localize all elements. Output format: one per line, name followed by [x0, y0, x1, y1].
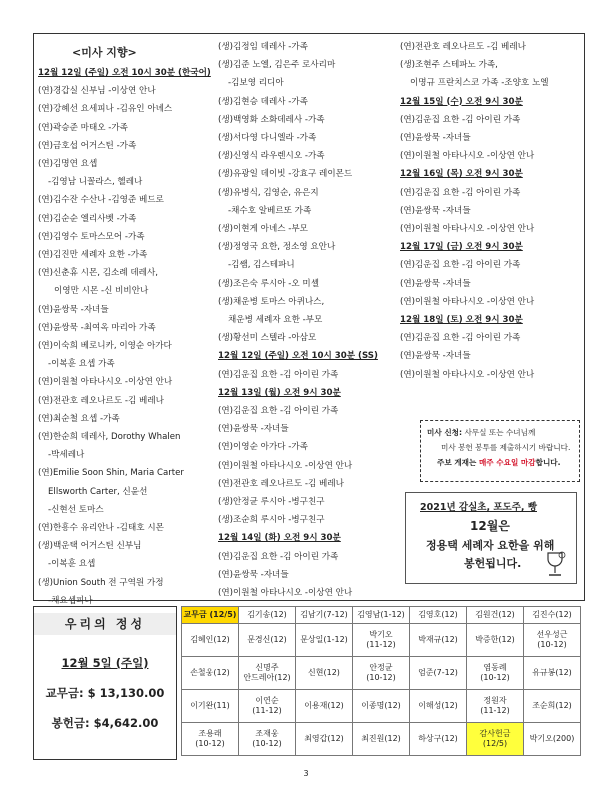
- intention-line: (연)최순철 요셉 -가족: [38, 413, 120, 424]
- notice-line-1: 미사 신청: 사무실 또는 수녀님께: [427, 428, 536, 437]
- donor-cell: 이종명(12): [353, 690, 410, 723]
- mass-date-heading: 12월 12일 (주일) 오전 10시 30분 (한국어): [38, 68, 211, 78]
- intention-line: (연)윤쌍묵 -자녀들: [400, 351, 471, 362]
- intention-line: (연)김명연 요셉: [38, 159, 98, 170]
- grid-row: [182, 690, 581, 723]
- donor-cell: 박증한(12): [467, 624, 524, 657]
- intention-line: (생)신영식 라우렌시오 -가족: [218, 151, 325, 162]
- altar-offering-donor: 정용택 세례자 요한을 위해: [426, 539, 555, 552]
- intention-line: 이명규 프란치스코 가족 -조양호 노엘: [410, 78, 549, 89]
- intention-line: (연)김순순 엘리사벳 -가족: [38, 213, 137, 224]
- intention-line: (연)윤쌍묵 -자녀들: [400, 133, 471, 144]
- donor-cell: 문상일(1-12): [296, 624, 353, 657]
- intention-line: (연)전관호 레오나르도 -김 베레나: [218, 478, 344, 489]
- intention-line: (연)경갑실 신부님 -이상연 안나: [38, 86, 156, 97]
- altar-offering-title: 2021년 감실초, 포도주, 빵: [420, 502, 537, 513]
- donor-cell: 하상구(12): [410, 723, 467, 756]
- notice-line-3: 주보 게재는 매주 수요일 마감합니다.: [437, 458, 561, 467]
- intention-line: (연)전관호 레오나르도 -김 베레나: [400, 42, 526, 52]
- intentions-column-1: [38, 38, 214, 610]
- intention-line: (연)한순희 데레사, Dorothy Whalen: [38, 432, 181, 443]
- donor-cell: 조용래 (10-12): [182, 723, 239, 756]
- intentions-column-3: [400, 38, 582, 384]
- intention-line: (생)이현게 아녜스 -부모: [218, 224, 308, 235]
- donor-cell: 신현(12): [296, 657, 353, 690]
- intention-line: -박세레나: [48, 450, 85, 461]
- intention-line: 이영만 시몬 -신 비비안나: [54, 286, 149, 297]
- altar-offering-suffix: 봉헌됩니다.: [464, 557, 522, 570]
- mass-date-heading: 12월 14일 (화) 오전 9시 30분: [218, 533, 341, 544]
- donor-cell: 김남기(7-12): [296, 607, 353, 624]
- intention-line: (연)이원철 아타나시오 -이상연 안나: [218, 460, 353, 471]
- donor-cell: 이용재(12): [296, 690, 353, 723]
- intention-line: (연)전관호 레오나르도 -김 베레나: [38, 395, 164, 406]
- intention-line: (연)신춘휴 시몬, 김소례 데레사,: [38, 268, 158, 279]
- intention-line: (연)윤쌍묵 -자녀들: [218, 424, 289, 435]
- intention-line: Ellsworth Carter, 신윤선: [48, 486, 148, 497]
- donor-cell: 이해성(12): [410, 690, 467, 723]
- intention-line: (연)이원철 아타나시오 -이상연 안나: [218, 588, 353, 599]
- intention-line: -이복훈 요셉 가족: [48, 359, 115, 370]
- intention-line: (연)이원철 아타나시오 -이상연 안나: [38, 377, 173, 388]
- altar-offering-box: [405, 492, 577, 584]
- intention-line: (연)김운집 요한 -김 아이린 가족: [400, 260, 521, 271]
- donor-cell: 최영갑(12): [296, 723, 353, 756]
- donor-cell: 감사헌금 (12/5): [467, 723, 524, 756]
- donor-cell: 박기오(200): [524, 723, 581, 756]
- intention-line: -채요셉피나: [48, 595, 93, 606]
- intention-line: (연)윤쌍묵 -자녀들: [38, 304, 109, 315]
- donor-cell: 김혜인(12): [182, 624, 239, 657]
- donor-cell: 교무금 (12/5): [182, 607, 239, 624]
- intention-line: (생)안정균 루시아 -병구친구: [218, 497, 325, 508]
- intention-line: (생)조현주 스테파노 가족,: [400, 60, 498, 71]
- donor-cell: 문경신(12): [239, 624, 296, 657]
- donor-cell: 손철웅(12): [182, 657, 239, 690]
- intention-line: (연)한흥수 유리안나 -김태호 시몬: [38, 523, 164, 534]
- intention-line: (생)서다영 다니엘라 -가족: [218, 133, 317, 144]
- donor-cell: 김영남(1-12): [353, 607, 410, 624]
- donor-cell: 최진원(12): [353, 723, 410, 756]
- intention-line: (생)채운병 토마스 아퀴나스,: [218, 296, 325, 307]
- intention-line: (연)김운집 요한 -김 아이린 가족: [400, 333, 521, 344]
- intention-line: (생)백영화 소화데레사 -가족: [218, 114, 325, 125]
- donor-cell: 김원건(12): [467, 607, 524, 624]
- offering-weekly: 교무금: $ 13,130.00: [45, 686, 165, 700]
- offering-date: 12월 5일 (주일): [61, 656, 149, 670]
- notice-line-2: 미사 봉헌 봉투를 제출하시기 바랍니다.: [441, 443, 571, 452]
- intention-line: -채수호 알베르또 가족: [228, 205, 312, 216]
- grid-row: [182, 723, 581, 756]
- donor-cell: 신명주 안드레아(12): [239, 657, 296, 690]
- page-title: <미사 지향>: [72, 46, 137, 59]
- intention-line: (생)Union South 전 구역원 가정: [38, 577, 164, 588]
- intention-line: (연)김운집 요한 -김 아이린 가족: [400, 187, 521, 198]
- donor-cell: 이기완(11): [182, 690, 239, 723]
- intention-line: (연)김운집 요한 -김 아이린 가족: [400, 114, 521, 125]
- intention-line: (연)김운집 요한 -김 아이린 가족: [218, 551, 339, 562]
- intention-line: (연)이숙희 베로니카, 이영순 아가다: [38, 341, 172, 352]
- intention-line: (연)김운집 요한 -김 아이린 가족: [218, 406, 339, 417]
- donor-cell: 박재규(12): [410, 624, 467, 657]
- offering-summary: [33, 606, 177, 760]
- grid-row: [182, 607, 581, 624]
- intention-line: (연)윤쌍묵 -자녀들: [400, 278, 471, 289]
- intention-line: (생)김준 노엘, 김은주 로사리마: [218, 60, 336, 71]
- mass-date-heading: 12월 17일 (금) 오전 9시 30분: [400, 242, 523, 253]
- intention-line: -김보영 리디아: [228, 78, 284, 89]
- intention-line: (생)정영국 요한, 정소영 요안나: [218, 242, 336, 253]
- intention-line: (연)곽승준 마태오 -가족: [38, 122, 128, 133]
- intention-line: (생)황선미 스텔라 -아삼모: [218, 333, 317, 344]
- intention-line: -이복훈 요셉: [48, 559, 96, 570]
- intention-line: (생)유병식, 김영순, 유은지: [218, 187, 319, 198]
- intention-line: (연)김수잔 수산나 -김영준 베드로: [38, 195, 164, 206]
- intention-line: -김영남 니꼴라스, 헬레나: [48, 177, 143, 188]
- donor-cell: 안정균 (10-12): [353, 657, 410, 690]
- intention-line: (연)김진만 세례자 요한 -가족: [38, 250, 148, 261]
- intention-line: (생)김현승 데레사 -가족: [218, 96, 308, 107]
- donor-cell: 염동례 (10-12): [467, 657, 524, 690]
- intention-line: (연)윤쌍묵 -최여옥 마리아 가족: [38, 322, 156, 333]
- intention-line: -김쌤, 김스테파니: [228, 260, 295, 271]
- mass-date-heading: 12월 12일 (주일) 오전 10시 30분 (SS): [218, 351, 378, 362]
- mass-request-notice: [420, 420, 580, 482]
- donor-cell: 정원자 (11-12): [467, 690, 524, 723]
- intention-line: (연)이원철 아타나시오 -이상연 안나: [400, 296, 535, 307]
- intention-line: (생)조순희 루시아 -병구친구: [218, 515, 325, 526]
- donor-cell: 김기송(12): [239, 607, 296, 624]
- intention-line: (생)김정임 데레사 -가족: [218, 42, 308, 52]
- offering-title: 우리의 정성: [34, 613, 176, 635]
- page-number: 3: [303, 769, 309, 778]
- donor-cell: 김영호(12): [410, 607, 467, 624]
- intention-line: (연)김영수 토마스모어 -가족: [38, 231, 145, 242]
- mass-date-heading: 12월 18일 (토) 오전 9시 30분: [400, 315, 523, 326]
- offering-collection: 봉헌금: $4,642.00: [51, 716, 159, 730]
- altar-offering-month: 12월은: [470, 519, 510, 533]
- donor-cell: 조순희(12): [524, 690, 581, 723]
- donor-cell: 유규봉(12): [524, 657, 581, 690]
- intention-line: (생)조은숙 루시아 -오 미셸: [218, 278, 320, 289]
- intention-line: (연)Emilie Soon Shin, Maria Carter: [38, 468, 184, 479]
- donor-cell: 박기오 (11-12): [353, 624, 410, 657]
- mass-date-heading: 12월 13일 (월) 오전 9시 30분: [218, 387, 341, 398]
- intention-line: (생)백운택 어거스틴 신부님: [38, 541, 142, 552]
- intention-line: (연)이원철 아타나시오 -이상연 안나: [400, 151, 535, 162]
- chalice-icon: [540, 549, 570, 579]
- donor-cell: 조재웅 (10-12): [239, 723, 296, 756]
- mass-date-heading: 12월 16일 (목) 오전 9시 30분: [400, 169, 523, 180]
- intention-line: -신현선 토마스: [48, 504, 104, 515]
- intention-line: 채운병 세례자 요한 -부모: [228, 315, 323, 326]
- donor-cell: 엄준(7-12): [410, 657, 467, 690]
- intention-line: (연)금호섭 어거스틴 -가족: [38, 140, 137, 151]
- donor-cell: 김진수(12): [524, 607, 581, 624]
- intentions-column-2: [218, 38, 396, 602]
- intention-line: (연)윤쌍묵 -자녀들: [400, 205, 471, 216]
- mass-date-heading: 12월 15일 (수) 오전 9시 30분: [400, 96, 523, 107]
- intention-line: (생)유광일 데이빗 -강효구 레이몬드: [218, 169, 353, 180]
- donor-grid: [181, 606, 581, 756]
- grid-row: [182, 624, 581, 657]
- intention-line: (연)이영순 아가다 -가족: [218, 442, 308, 453]
- intention-line: (연)윤쌍묵 -자녀들: [218, 569, 289, 580]
- intention-line: (연)김운집 요한 -김 아이린 가족: [218, 369, 339, 380]
- grid-row: [182, 657, 581, 690]
- donor-cell: 선우성근 (10-12): [524, 624, 581, 657]
- intention-line: (연)이원철 아타나시오 -이상연 안나: [400, 224, 535, 235]
- donor-cell: 이연순 (11-12): [239, 690, 296, 723]
- intention-line: (연)이원철 아타나시오 -이상연 안나: [400, 369, 535, 380]
- intention-line: (연)강혜선 요세피나 -김유인 아녜스: [38, 104, 173, 115]
